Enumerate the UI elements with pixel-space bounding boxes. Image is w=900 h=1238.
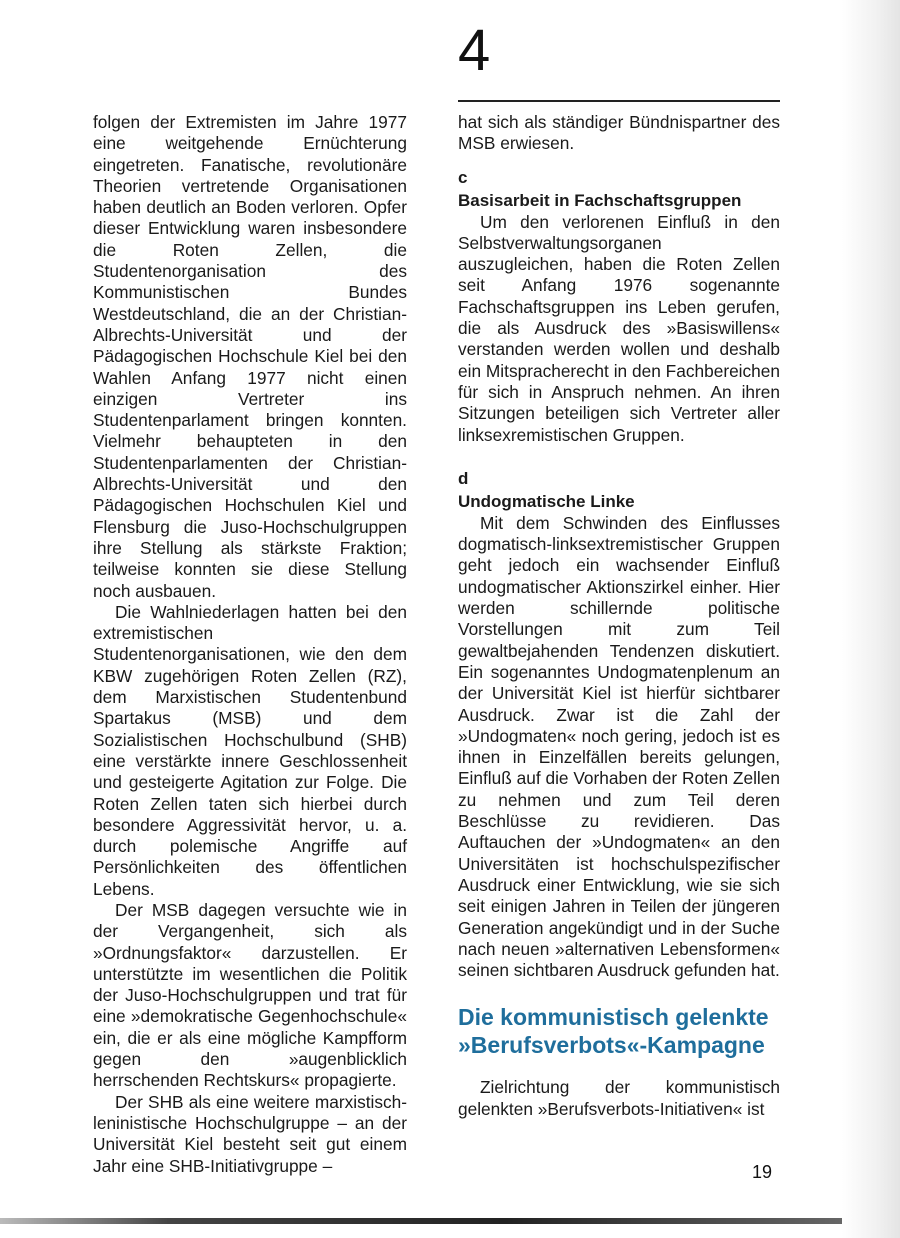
- section-c-text: Um den verlorenen Einfluß in den Selbstverwaltungsorganen auszugleichen, haben die Roten Zellen seit Anfang 1976 sogenannte Fachschaftsgruppen ins Leben gerufen, die als Ausdruck des »Basiswillens« verstanden werden wollen und deshalb ein Mitspracherecht in den Fachbereichen für sich in Anspruch nehmen. An ihren Sitzungen beteiligen sich Vertreter aller linksexremistischen Gruppen.: [458, 211, 780, 445]
- paragraph-3: Der MSB dagegen versuchte wie in der Vergangenheit, sich als »Ordnungsfaktor« darzustellen. Er unterstützte im wesentlichen die Politik der Juso-Hochschulgruppen und trat für eine »demokratische Gegenhochschule« ein, die er als eine mögliche Kampfform gegen den »augenblicklich herrschenden Rechtskurs« propagierte.: [93, 899, 407, 1091]
- page-edge-shadow: [842, 0, 900, 1238]
- section-heading-line2: »Berufsverbots«-Kampagne: [458, 1032, 765, 1059]
- left-column: [93, 112, 407, 1177]
- section-heading: [458, 1003, 780, 1059]
- section-d-letter: d: [458, 468, 469, 488]
- section-c-letter: c: [458, 167, 468, 187]
- section-d-title: Undogmatische Linke: [458, 491, 635, 511]
- header-rule: [458, 100, 780, 102]
- section-d-text: Mit dem Schwinden des Einflusses dogmatisch-linksextremistischer Gruppen geht jedoch ein wachsender Einfluß undogmatischer Aktionszirkel einher. Hier werden schillernde politische Vorstellungen mit zum Teil gewaltbejahenden Tendenzen diskutiert. Ein sogenanntes Undogmatenplenum an der Universität Kiel ist hierfür sichtbarer Ausdruck. Zwar ist die Zahl der »Undogmaten« noch gering, jedoch ist es ihnen in Einzelfällen bereits gelungen, Einfluß auf die Vorhaben der Roten Zellen zu nehmen und zum Teil deren Beschlüsse zu revidieren. Das Auftauchen der »Undogmaten« an den Universitäten ist hochschulspezifischer Ausdruck einer Entwicklung, wie sie sich seit einigen Jahren in Teilen der jüngeren Generation angekündigt und in der Suche nach neuen »alternativen Lebensformen« seinen sichtbaren Ausdruck gefunden hat.: [458, 512, 780, 981]
- paragraph-4: Der SHB als eine weitere marxistisch-leninistische Hochschulgruppe – an der Universität Kiel besteht seit gut einem Jahr eine SHB-Initiativgruppe –: [93, 1091, 407, 1176]
- continuation-paragraph: hat sich als ständiger Bündnispartner des MSB erwiesen.: [458, 112, 780, 154]
- section-c-title: Basisarbeit in Fachschaftsgruppen: [458, 190, 742, 210]
- section-heading-line1: Die kommunistisch gelenkte: [458, 1004, 769, 1031]
- page-number: 19: [752, 1162, 773, 1182]
- chapter-number: 4: [458, 18, 491, 83]
- right-column: [458, 112, 780, 1120]
- scan-bottom-edge: [0, 1218, 842, 1224]
- paragraph-2: Die Wahlniederlagen hatten bei den extremistischen Studentenorganisationen, wie den dem KBW zugehörigen Roten Zellen (RZ), dem Marxistischen Studentenbund Spartakus (MSB) und dem Sozialistischen Hochschulbund (SHB) eine verstärkte innere Geschlossenheit und gesteigerte Agitation zur Folge. Die Roten Zellen taten sich hierbei durch besondere Aggressivität hervor, u. a. durch polemische Angriffe auf Persönlichkeiten des öffentlichen Lebens.: [93, 601, 407, 899]
- paragraph-1: folgen der Extremisten im Jahre 1977 eine weitgehende Ernüchterung eingetreten. Fanatische, revolutionäre Theorien vertretende Organisationen haben deutlich an Boden verloren. Opfer dieser Entwicklung waren insbesondere die Roten Zellen, die Studentenorganisation des Kommunistischen Bundes Westdeutschland, die an der Christian-Albrechts-Universität und der Pädagogischen Hochschule Kiel bei den Wahlen Anfang 1977 nicht einen einzigen Vertreter ins Studentenparlament bringen konnten. Vielmehr behaupteten in den Studentenparlamenten der Christian-Albrechts-Universität und den Pädagogischen Hochschulen Kiel und Flensburg die Juso-Hochschulgruppen ihre Stellung als stärkste Fraktion; teilweise konnten sie diese Stellung noch ausbauen.: [93, 112, 407, 601]
- intro-paragraph: Zielrichtung der kommunistisch gelenkten »Berufsverbots-Initiativen« ist: [458, 1077, 780, 1119]
